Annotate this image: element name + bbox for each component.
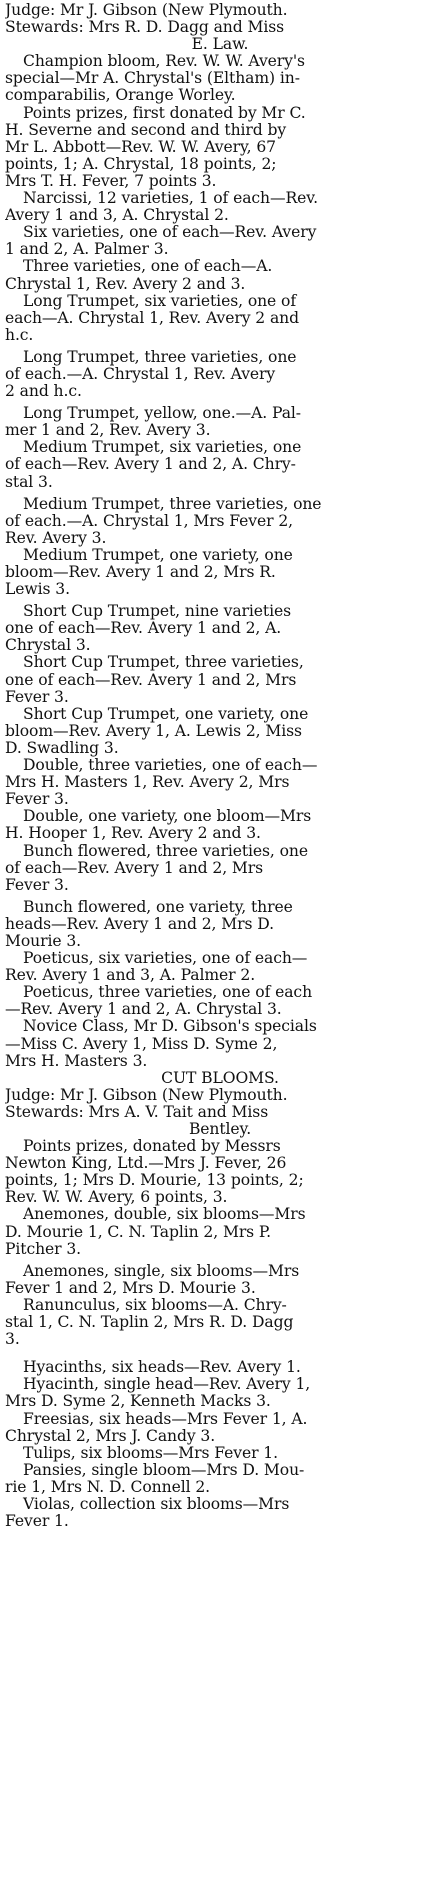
entry-line: of each.—A. Chrystal 1, Rev. Avery xyxy=(5,365,276,383)
entry-line: Medium Trumpet, six varieties, one xyxy=(23,439,302,457)
entry-line: Mourie 3. xyxy=(5,932,82,950)
judge-line: Judge: Mr J. Gibson (New Plymouth. xyxy=(5,1086,288,1104)
entry-line: of each—Rev. Avery 1 and 2, Mrs xyxy=(5,859,264,877)
judge-line: Judge: Mr J. Gibson (New Plymouth. xyxy=(5,2,288,19)
entry-line: Short Cup Trumpet, nine varieties xyxy=(23,603,291,621)
entry-line: points, 1; A. Chrystal, 18 points, 2; xyxy=(5,155,277,173)
entry-line: Long Trumpet, three varieties, one xyxy=(23,348,297,366)
entry-line: one of each—Rev. Avery 1 and 2, A. xyxy=(5,620,282,638)
entry-line: Bunch flowered, one variety, three xyxy=(23,898,293,916)
entry-line: —Miss C. Avery 1, Miss D. Syme 2, xyxy=(5,1035,278,1053)
entry-line: Pansies, single bloom—Mrs D. Mou- xyxy=(23,1461,305,1479)
entry-line: Rev. Avery 1 and 3, A. Palmer 2. xyxy=(5,967,256,985)
section-heading: CUT BLOOMS. xyxy=(161,1069,279,1087)
entry-line: Freesias, six heads—Mrs Fever 1, A. xyxy=(23,1410,308,1428)
entry-line: Lewis 3. xyxy=(5,581,70,599)
stewards-line: Stewards: Mrs A. V. Tait and Miss xyxy=(5,1103,269,1121)
entry-line: Poeticus, six varieties, one of each— xyxy=(23,950,308,968)
entry-line: special—Mr A. Chrystal's (Eltham) in- xyxy=(5,70,300,88)
entry-line: Rev. Avery 3. xyxy=(5,529,107,547)
entry-line: comparabilis, Orange Worley. xyxy=(5,87,236,105)
entry-line: Anemones, double, six blooms—Mrs xyxy=(23,1206,306,1224)
stewards-line-cont: Bentley. xyxy=(188,1121,252,1138)
entry-line: one of each—Rev. Avery 1 and 2, Mrs xyxy=(5,671,297,689)
entry-line: Double, three varieties, one of each— xyxy=(23,757,318,775)
entry-line: heads—Rev. Avery 1 and 2, Mrs D. xyxy=(5,915,274,933)
entry-line: Novice Class, Mr D. Gibson's specials xyxy=(23,1018,317,1036)
entry-line: of each.—A. Chrystal 1, Mrs Fever 2, xyxy=(5,512,294,530)
entry-line: stal 3. xyxy=(5,473,53,491)
entry-line: 3. xyxy=(5,1331,20,1349)
entry-line: H. Hooper 1, Rev. Avery 2 and 3. xyxy=(5,825,261,843)
stewards-line: Stewards: Mrs R. D. Dagg and Miss xyxy=(5,19,285,37)
entry-line: 2 and h.c. xyxy=(5,383,82,401)
entry-line: Fever 1. xyxy=(5,1513,69,1531)
entry-line: Tulips, six blooms—Mrs Fever 1. xyxy=(23,1444,278,1462)
entry-line: Three varieties, one of each—A. xyxy=(23,258,273,276)
entry-line: Mrs D. Syme 2, Kenneth Macks 3. xyxy=(5,1393,271,1411)
entry-line: Champion bloom, Rev. W. W. Avery's xyxy=(23,53,305,71)
entry-line: D. Swadling 3. xyxy=(5,739,119,757)
entry-line: Short Cup Trumpet, three varieties, xyxy=(23,654,304,672)
entry-line: Mrs H. Masters 3. xyxy=(5,1052,148,1070)
entry-line: points, 1; Mrs D. Mourie, 13 points, 2; xyxy=(5,1172,304,1190)
entry-line: mer 1 and 2, Rev. Avery 3. xyxy=(5,422,211,440)
entry-line: Anemones, single, six blooms—Mrs xyxy=(23,1262,300,1280)
entry-line: Poeticus, three varieties, one of each xyxy=(23,984,313,1002)
entry-line: h.c. xyxy=(5,326,34,344)
entry-line: —Rev. Avery 1 and 2, A. Chrystal 3. xyxy=(5,1001,282,1019)
entry-line: Hyacinths, six heads—Rev. Avery 1. xyxy=(23,1359,301,1377)
entry-line: Mrs T. H. Fever, 7 points 3. xyxy=(5,172,217,190)
entry-line: Violas, collection six blooms—Mrs xyxy=(23,1495,290,1513)
entry-line: Short Cup Trumpet, one variety, one xyxy=(23,705,309,723)
entry-line: Chrystal 3. xyxy=(5,637,91,655)
entry-line: bloom—Rev. Avery 1, A. Lewis 2, Miss xyxy=(5,722,302,740)
entry-line: Mrs H. Masters 1, Rev. Avery 2, Mrs xyxy=(5,774,290,792)
entry-line: Long Trumpet, six varieties, one of xyxy=(23,292,296,310)
entry-line: Fever 3. xyxy=(5,688,69,706)
stewards-line-cont: E. Law. xyxy=(191,36,249,54)
entry-line: Fever 1 and 2, Mrs D. Mourie 3. xyxy=(5,1279,256,1297)
entry-line: each—A. Chrystal 1, Rev. Avery 2 and xyxy=(5,309,299,327)
entry-line: Fever 3. xyxy=(5,791,69,809)
entry-line: Avery 1 and 3, A. Chrystal 2. xyxy=(5,207,229,225)
entry-line: Narcissi, 12 varieties, 1 of each—Rev. xyxy=(23,190,318,208)
entry-line: stal 1, C. N. Taplin 2, Mrs R. D. Dagg xyxy=(5,1314,294,1332)
entry-line: 1 and 2, A. Palmer 3. xyxy=(5,241,169,259)
entry-line: Hyacinth, single head—Rev. Avery 1, xyxy=(23,1376,311,1394)
entry-line: Points prizes, first donated by Mr C. xyxy=(23,104,306,122)
entry-line: D. Mourie 1, C. N. Taplin 2, Mrs P. xyxy=(5,1223,272,1241)
entry-line: H. Severne and second and third by xyxy=(5,121,287,139)
entry-line: Long Trumpet, yellow, one.—A. Pal- xyxy=(23,405,301,423)
entry-line: Bunch flowered, three varieties, one xyxy=(23,842,308,860)
entry-line: Pitcher 3. xyxy=(5,1240,82,1258)
entry-line: Fever 3. xyxy=(5,876,69,894)
entry-line: Medium Trumpet, one variety, one xyxy=(23,546,293,564)
entry-line: Points prizes, donated by Messrs xyxy=(23,1138,281,1156)
entry-line: Six varieties, one of each—Rev. Avery xyxy=(23,224,317,242)
entry-line: Mr L. Abbott—Rev. W. W. Avery, 67 xyxy=(5,138,276,156)
entry-line: Medium Trumpet, three varieties, one xyxy=(23,495,322,513)
entry-line: Newton King, Ltd.—Mrs J. Fever, 26 xyxy=(5,1155,287,1173)
entry-line: of each—Rev. Avery 1 and 2, A. Chry- xyxy=(5,456,296,474)
entry-line: bloom—Rev. Avery 1 and 2, Mrs R. xyxy=(5,564,276,581)
entry-line: Ranunculus, six blooms—A. Chry- xyxy=(23,1296,287,1314)
entry-line: Double, one variety, one bloom—Mrs xyxy=(23,808,312,826)
entry-line: Rev. W. W. Avery, 6 points, 3. xyxy=(5,1189,228,1207)
entry-line: Chrystal 1, Rev. Avery 2 and 3. xyxy=(5,275,246,293)
entry-line: rie 1, Mrs N. D. Connell 2. xyxy=(5,1478,211,1496)
entry-line: Chrystal 2, Mrs J. Candy 3. xyxy=(5,1427,216,1445)
